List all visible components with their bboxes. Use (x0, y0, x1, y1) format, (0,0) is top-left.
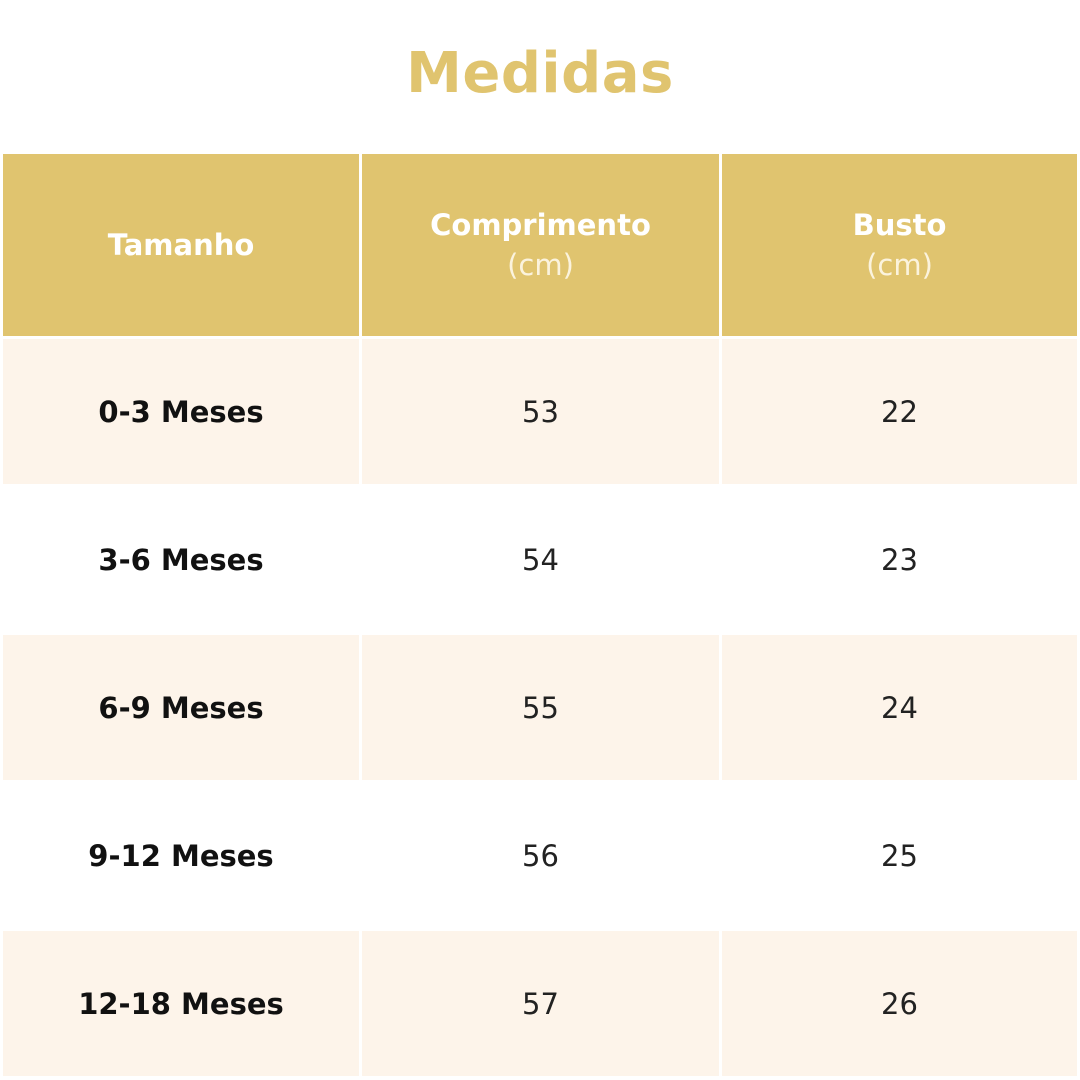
size-label: 0-3 Meses (98, 394, 264, 429)
header-label: Busto (852, 208, 947, 242)
header-label: Tamanho (107, 228, 255, 262)
size-cell (3, 487, 359, 632)
size-cell (3, 783, 359, 928)
busto-cell (722, 487, 1077, 632)
comprimento-value: 56 (522, 838, 559, 873)
table-row (3, 487, 1077, 632)
busto-value: 25 (881, 838, 918, 873)
table-row (3, 783, 1077, 928)
table-row (3, 339, 1077, 484)
comprimento-cell (362, 487, 719, 632)
size-table (3, 154, 1077, 1076)
size-cell (3, 339, 359, 484)
busto-value: 24 (881, 690, 918, 725)
comprimento-cell (362, 339, 719, 484)
busto-value: 22 (881, 394, 918, 429)
busto-value: 23 (881, 542, 918, 577)
comprimento-cell (362, 783, 719, 928)
header-cell-comprimento (362, 154, 719, 336)
header-cell-busto (722, 154, 1077, 336)
table-row (3, 931, 1077, 1076)
busto-value: 26 (881, 986, 918, 1021)
size-label: 6-9 Meses (98, 690, 264, 725)
busto-cell (722, 635, 1077, 780)
page-title: Medidas (406, 41, 674, 106)
header-unit: (cm) (866, 248, 933, 282)
comprimento-value: 55 (522, 690, 559, 725)
size-cell (3, 931, 359, 1076)
size-label: 3-6 Meses (98, 542, 264, 577)
comprimento-value: 54 (522, 542, 559, 577)
header-cell-tamanho (3, 154, 359, 336)
header-label: Comprimento (430, 208, 651, 242)
busto-cell (722, 339, 1077, 484)
busto-cell (722, 783, 1077, 928)
busto-cell (722, 931, 1077, 1076)
size-label: 9-12 Meses (88, 838, 274, 873)
header-unit: (cm) (507, 248, 574, 282)
size-label: 12-18 Meses (78, 986, 284, 1021)
comprimento-value: 53 (522, 394, 559, 429)
size-cell (3, 635, 359, 780)
table-header-row (3, 154, 1077, 336)
comprimento-cell (362, 931, 719, 1076)
table-row (3, 635, 1077, 780)
comprimento-cell (362, 635, 719, 780)
comprimento-value: 57 (522, 986, 559, 1021)
